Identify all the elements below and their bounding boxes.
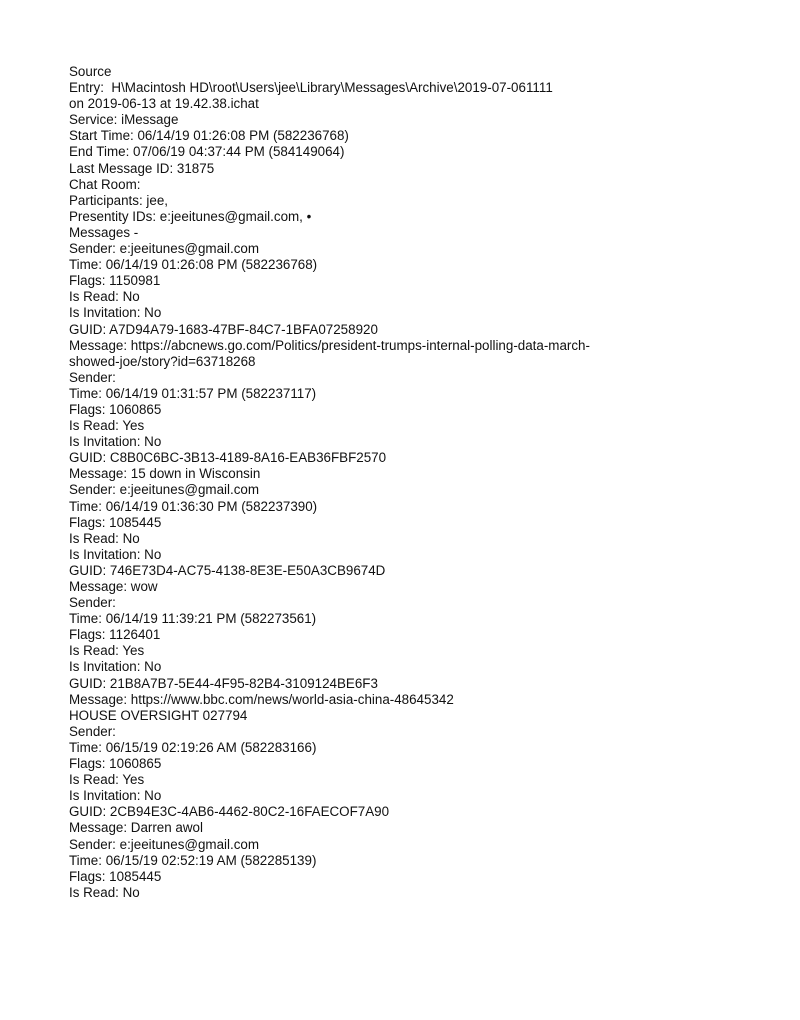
message-2-time: Time: 06/14/19 01:31:57 PM (582237117) [69, 385, 317, 401]
message-1-text-continued: showed-joe/story?id=63718268 [69, 353, 256, 369]
message-1-flags: Flags: 1150981 [69, 273, 161, 289]
message-3-is-invitation: Is Invitation: No [69, 546, 162, 562]
message-3-time: Time: 06/14/19 01:36:30 PM (582237390) [69, 498, 318, 514]
header-source-label: Source [69, 64, 112, 79]
message-2-guid: GUID: C8B0C6BC-3B13-4189-8A16-EAB36FBF2570 [69, 450, 387, 466]
header-entry-path: Entry: H\Macintosh HD\root\Users\jee\Library\Messages\Archive\2019-07-061111 [69, 80, 553, 96]
message-4-text: Message: https://www.bbc.com/news/world-asia-china-48645342 [69, 691, 454, 707]
header-start-time: Start Time: 06/14/19 01:26:08 PM (582236768) [69, 128, 349, 144]
header-service: Service: iMessage [69, 112, 179, 128]
message-1-is-invitation: Is Invitation: No [69, 305, 162, 321]
message-5-time: Time: 06/15/19 02:19:26 AM (582283166) [69, 739, 317, 755]
document-body [69, 64, 769, 901]
header-entry-date: on 2019-06-13 at 19.42.38.ichat [69, 96, 259, 112]
message-1-sender: Sender: e:jeeitunes@gmail.com [69, 241, 259, 257]
message-2-is-invitation: Is Invitation: No [69, 434, 162, 450]
message-5-flags: Flags: 1060865 [69, 756, 162, 772]
header-presentity-ids: Presentity IDs: e:jeeitunes@gmail.com, • [69, 208, 312, 224]
message-2-flags: Flags: 1060865 [69, 401, 162, 417]
message-4-time: Time: 06/14/19 11:39:21 PM (582273561) [69, 611, 317, 627]
message-6-flags: Flags: 1085445 [69, 868, 162, 884]
messages-heading: Messages - [69, 224, 139, 240]
message-4-guid: GUID: 21B8A7B7-5E44-4F95-82B4-3109124BE6F3 [69, 675, 378, 691]
message-6-is-read: Is Read: No [69, 884, 140, 900]
message-6-sender: Sender: e:jeeitunes@gmail.com [69, 836, 259, 852]
header-last-message-id: Last Message ID: 31875 [69, 160, 215, 176]
message-6-time: Time: 06/15/19 02:52:19 AM (582285139) [69, 852, 317, 868]
message-1-time: Time: 06/14/19 01:26:08 PM (582236768) [69, 257, 318, 273]
bates-stamp: HOUSE OVERSIGHT 027794 [69, 707, 248, 723]
header-chat-room: Chat Room: [69, 176, 141, 192]
message-4-flags: Flags: 1126401 [69, 627, 161, 643]
message-2-sender: Sender: [69, 369, 116, 385]
header-end-time: End Time: 07/06/19 04:37:44 PM (584149064) [69, 144, 345, 160]
message-1-text: Message: https://abcnews.go.com/Politics/president-trumps-internal-polling-data-march- [69, 337, 590, 353]
message-1-is-read: Is Read: No [69, 289, 140, 305]
message-3-is-read: Is Read: No [69, 530, 140, 546]
message-4-sender: Sender: [69, 595, 116, 611]
message-3-text: Message: wow [69, 579, 158, 594]
message-5-is-invitation: Is Invitation: No [69, 788, 162, 804]
message-2-text: Message: 15 down in Wisconsin [69, 466, 261, 482]
message-4-is-invitation: Is Invitation: No [69, 659, 162, 675]
message-3-guid: GUID: 746E73D4-AC75-4138-8E3E-E50A3CB9674D [69, 562, 386, 578]
message-3-flags: Flags: 1085445 [69, 514, 162, 530]
message-4-is-read: Is Read: Yes [69, 643, 145, 659]
message-5-sender: Sender: [69, 723, 116, 739]
message-5-text: Message: Darren awol [69, 820, 203, 836]
message-2-is-read: Is Read: Yes [69, 418, 145, 434]
message-5-guid: GUID: 2CB94E3C-4AB6-4462-80C2-16FAECOF7A90 [69, 804, 390, 820]
message-5-is-read: Is Read: Yes [69, 772, 145, 788]
message-3-sender: Sender: e:jeeitunes@gmail.com [69, 482, 259, 498]
message-1-guid: GUID: A7D94A79-1683-47BF-84C7-1BFA07258920 [69, 321, 378, 337]
header-participants: Participants: jee, [69, 192, 168, 208]
